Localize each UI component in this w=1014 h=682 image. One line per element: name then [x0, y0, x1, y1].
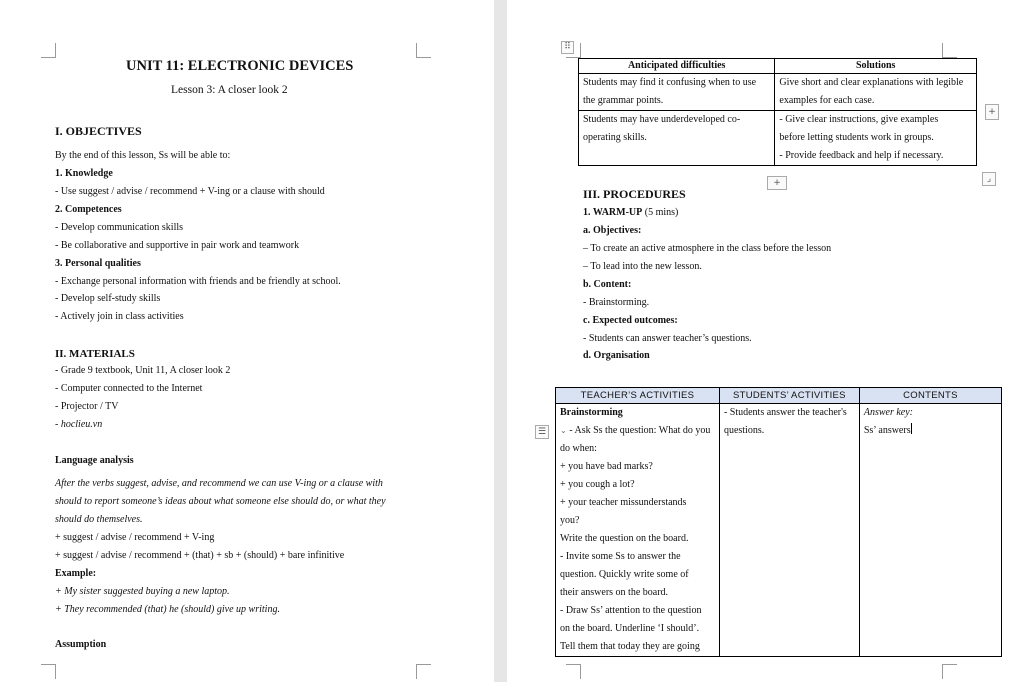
activity-line [560, 422, 715, 440]
contents-cell[interactable] [859, 404, 1001, 657]
objectives-item: – To create an active atmosphere in the class before the lesson [583, 243, 832, 254]
language-analysis-text: should do themselves. [55, 514, 143, 525]
warmup-time: (5 mins) [644, 207, 679, 218]
crop-mark [942, 43, 957, 58]
add-row-icon[interactable]: + [767, 176, 787, 190]
language-analysis-text: should to report someone’s ideas about what someone else should do, or what they [55, 496, 386, 507]
materials-item: - hoclieu.vn [55, 419, 103, 430]
objectives-heading: I. OBJECTIVES [55, 124, 142, 138]
cell-line: - Give clear instructions, give examples [779, 114, 939, 125]
organisation-label: d. Organisation [583, 350, 650, 361]
activity-line: Tell them that today they are going [560, 641, 700, 652]
activities-table [555, 387, 1002, 657]
language-analysis-heading: Language analysis [55, 455, 134, 466]
activity-line: + your teacher missunderstands [560, 497, 687, 508]
example-heading: Example: [55, 568, 97, 579]
objectives-label: a. Objectives: [583, 225, 642, 236]
activity-line: - Invite some Ss to answer the [560, 551, 681, 562]
competences-item: - Be collaborative and supportive in pair work and teamwork [55, 240, 300, 251]
collapse-chevron-icon[interactable]: ⌄ [560, 426, 567, 435]
table-header-row [579, 59, 977, 74]
crop-mark [416, 43, 431, 58]
materials-item: - Projector / TV [55, 401, 119, 412]
activity-line: their answers on the board. [560, 587, 669, 598]
cell-line: Students may have underdeveloped co- [583, 114, 741, 125]
answer-key-label: Answer key: [863, 407, 913, 418]
answer-line [864, 422, 997, 440]
table-resize-icon[interactable]: ⌟ [982, 172, 996, 186]
objectives-intro: By the end of this lesson, Ss will be able to: [55, 150, 231, 161]
difficulties-table [578, 58, 977, 166]
table-header-cell: CONTENTS [859, 388, 1001, 404]
assumption-heading: Assumption [55, 639, 107, 650]
example-line: + They recommended (that) he (should) give up writing. [55, 604, 280, 615]
teacher-activities-cell[interactable] [556, 404, 720, 657]
table-header-cell: STUDENTS’ ACTIVITIES [719, 388, 859, 404]
activity-line: + you have bad marks? [560, 461, 653, 472]
formula-line: + suggest / advise / recommend + V-ing [55, 532, 215, 543]
personal-item: - Exchange personal information with friends and be friendly at school. [55, 276, 341, 287]
table-cell[interactable] [775, 111, 977, 166]
cell-line: Students may find it confusing when to use [583, 77, 757, 88]
crop-mark [41, 664, 56, 679]
content-label: b. Content: [583, 279, 632, 290]
table-row [556, 404, 1002, 657]
knowledge-item: - Use suggest / advise / recommend + V-ing or a clause with should [55, 186, 325, 197]
document-page-left [0, 0, 494, 682]
materials-heading: II. MATERIALS [55, 348, 135, 360]
cell-line: before letting students work in groups. [779, 132, 934, 143]
table-row [579, 74, 977, 111]
activity-line: + you cough a lot? [560, 479, 635, 490]
warmup-heading: 1. WARM-UP [583, 207, 643, 218]
crop-mark [416, 664, 431, 679]
objectives-item: – To lead into the new lesson. [583, 261, 702, 272]
row-menu-icon[interactable]: ☰ [535, 425, 549, 439]
table-header-cell: Solutions [775, 59, 977, 74]
activity-line: - Draw Ss’ attention to the question [560, 605, 702, 616]
text-cursor [911, 423, 912, 434]
activity-line: questions. [723, 425, 765, 436]
table-cell[interactable] [775, 74, 977, 111]
competences-item: - Develop communication skills [55, 222, 184, 233]
table-move-icon[interactable]: ⠿ [561, 41, 574, 54]
table-header-cell: Anticipated difficulties [579, 59, 775, 74]
personal-qualities-heading: 3. Personal qualities [55, 258, 141, 269]
cell-line: the grammar points. [583, 95, 664, 106]
activity-title: Brainstorming [560, 407, 623, 418]
procedures-heading: III. PROCEDURES [583, 187, 686, 201]
table-row [579, 111, 977, 166]
table-cell[interactable] [579, 111, 775, 166]
personal-item: - Develop self-study skills [55, 293, 161, 304]
activity-line: do when: [560, 443, 597, 454]
activity-line: - Students answer the teacher's [723, 407, 847, 418]
warmup-heading-line [583, 207, 678, 219]
language-analysis-text: After the verbs suggest, advise, and recommend we can use V-ing or a clause with [55, 478, 383, 489]
answer-text: Ss’ answers [863, 425, 911, 436]
outcomes-label: c. Expected outcomes: [583, 315, 678, 326]
example-line: + My sister suggested buying a new laptop. [55, 586, 230, 597]
add-column-icon[interactable]: + [985, 104, 999, 120]
outcomes-item: - Students can answer teacher’s questions. [583, 333, 752, 344]
lesson-title: Lesson 3: A closer look 2 [171, 84, 288, 96]
cell-line: Give short and clear explanations with legible [779, 77, 964, 88]
materials-item: - Computer connected to the Internet [55, 383, 203, 394]
materials-item: - Grade 9 textbook, Unit 11, A closer look 2 [55, 365, 231, 376]
content-item: - Brainstorming. [583, 297, 650, 308]
cell-line: - Provide feedback and help if necessary. [779, 150, 944, 161]
crop-mark [942, 664, 957, 679]
activity-line: question. Quickly write some of [560, 569, 689, 580]
crop-mark [566, 664, 581, 679]
table-header-row [556, 388, 1002, 404]
table-header-cell: TEACHER’S ACTIVITIES [556, 388, 720, 404]
knowledge-heading: 1. Knowledge [55, 168, 113, 179]
formula-line: + suggest / advise / recommend + (that) + sb + (should) + bare infinitive [55, 550, 345, 561]
activity-line: you? [560, 515, 580, 526]
crop-mark [41, 43, 56, 58]
personal-item: - Actively join in class activities [55, 311, 184, 322]
cell-line: examples for each case. [779, 95, 875, 106]
cell-line: operating skills. [583, 132, 647, 143]
document-page-right [507, 0, 1014, 682]
competences-heading: 2. Competences [55, 204, 122, 215]
unit-title: UNIT 11: ELECTRONIC DEVICES [126, 58, 354, 74]
activity-line: Write the question on the board. [560, 533, 689, 544]
students-activities-cell[interactable] [719, 404, 859, 657]
activity-line: on the board. Underline ‘I should’. [560, 623, 700, 634]
activity-line-text: - Ask Ss the question: What do you [569, 425, 711, 436]
table-cell[interactable] [579, 74, 775, 111]
